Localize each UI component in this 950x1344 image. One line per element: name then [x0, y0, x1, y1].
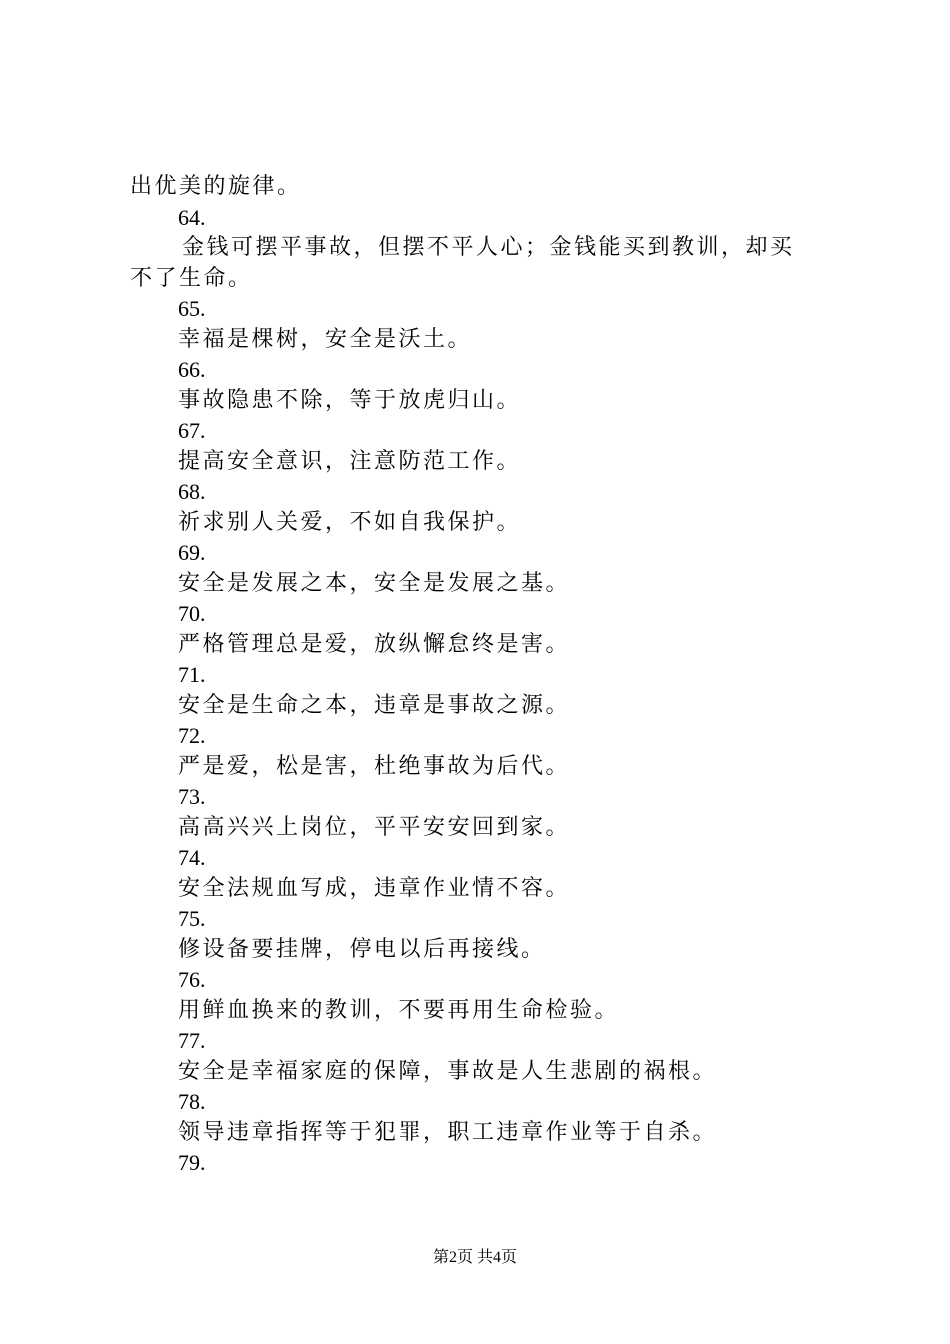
item-number: 68.	[178, 479, 206, 504]
text-line: 严是爱，松是害，杜绝事故为后代。	[178, 753, 571, 779]
text-line: 出优美的旋律。	[130, 174, 302, 199]
item-number: 69.	[178, 540, 206, 565]
item-number: 65.	[178, 296, 206, 321]
item-number: 64.	[178, 204, 206, 230]
item-number: 77.	[178, 1028, 206, 1053]
text-line: 金钱可摆平事故，但摆不平人心；金钱能买到教训，却买	[182, 235, 795, 260]
text-line: 事故隐患不除，等于放虎归山。	[178, 387, 522, 413]
text-line: 安全是生命之本，违章是事故之源。	[178, 692, 571, 718]
item-number: 76.	[178, 967, 206, 992]
item-number: 67.	[178, 418, 206, 443]
text-line: 安全是发展之本，安全是发展之基。	[178, 570, 571, 596]
text-line: 安全法规血写成，违章作业情不容。	[178, 875, 571, 901]
text-line: 不了生命。	[130, 265, 253, 291]
text-line: 安全是幸福家庭的保障，事故是人生悲剧的祸根。	[178, 1058, 718, 1084]
item-number: 72.	[178, 723, 206, 748]
text-line: 提高安全意识，注意防范工作。	[178, 448, 522, 474]
text-line: 祈求别人关爱，不如自我保护。	[178, 509, 522, 535]
item-number: 70.	[178, 601, 206, 626]
item-number: 66.	[178, 357, 206, 382]
text-line: 领导违章指挥等于犯罪，职工违章作业等于自杀。	[178, 1119, 718, 1145]
text-line: 用鲜血换来的教训，不要再用生命检验。	[178, 997, 620, 1023]
page-footer: 第2页 共4页	[432, 1249, 517, 1266]
text-line: 幸福是棵树，安全是沃土。	[178, 326, 473, 352]
item-number: 71.	[178, 662, 206, 687]
text-line: 严格管理总是爱，放纵懈怠终是害。	[178, 631, 571, 657]
item-number: 75.	[178, 906, 206, 931]
item-number: 74.	[178, 845, 206, 870]
document-body	[130, 172, 830, 1179]
item-number: 78.	[178, 1089, 206, 1114]
text-line: 高高兴兴上岗位，平平安安回到家。	[178, 814, 571, 840]
item-number: 79.	[178, 1150, 206, 1175]
item-number: 73.	[178, 784, 206, 809]
text-line: 修设备要挂牌，停电以后再接线。	[178, 936, 546, 962]
